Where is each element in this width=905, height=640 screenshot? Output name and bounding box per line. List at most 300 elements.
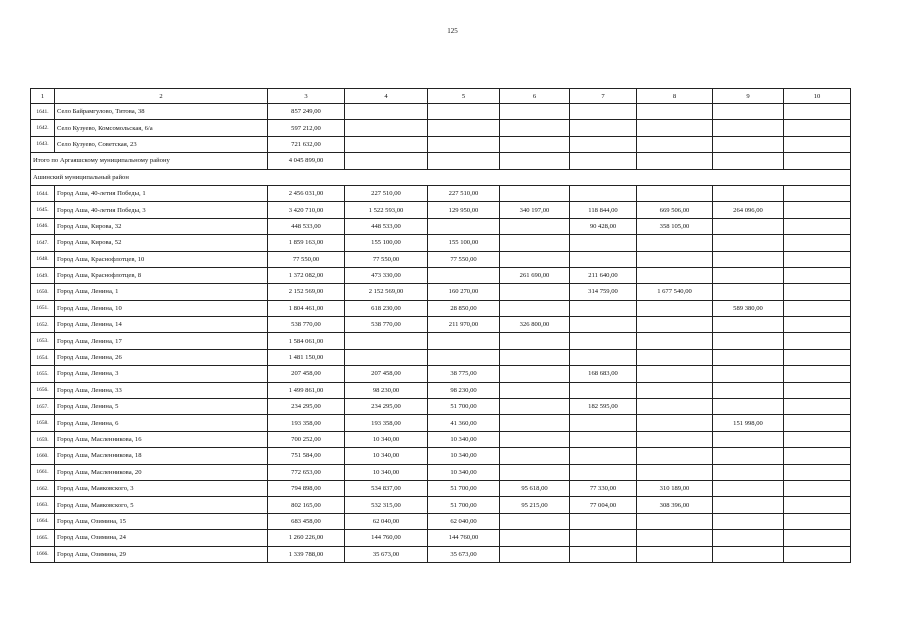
column-header: 1 <box>31 89 55 104</box>
amount-cell-c10 <box>784 333 851 349</box>
amount-cell-c8 <box>637 300 713 316</box>
row-number: 1643. <box>31 136 55 152</box>
amount-cell-c4 <box>345 333 428 349</box>
amount-cell-c4: 538 770,00 <box>345 317 428 333</box>
amount-cell-c9 <box>713 366 784 382</box>
amount-cell-c5: 10 340,00 <box>428 431 500 447</box>
table-row <box>31 415 851 431</box>
amount-cell-c3: 1 859 163,00 <box>268 235 345 251</box>
amount-cell-c4: 2 152 569,00 <box>345 284 428 300</box>
amount-cell-c8 <box>637 546 713 562</box>
amount-cell-c4: 448 533,00 <box>345 218 428 234</box>
empty-cell <box>345 153 428 169</box>
amount-cell-c6 <box>500 120 570 136</box>
amount-cell-c8 <box>637 464 713 480</box>
amount-cell-c7: 314 759,00 <box>570 284 637 300</box>
address-cell: Город Аша, Маяковского, 3 <box>55 480 268 496</box>
row-number: 1663. <box>31 497 55 513</box>
amount-cell-c5: 10 340,00 <box>428 464 500 480</box>
amount-cell-c5: 155 100,00 <box>428 235 500 251</box>
amount-cell-c8: 358 105,00 <box>637 218 713 234</box>
table-row <box>31 317 851 333</box>
amount-cell-c8 <box>637 530 713 546</box>
amount-cell-c6 <box>500 300 570 316</box>
amount-cell-c5 <box>428 136 500 152</box>
amount-cell-c7 <box>570 104 637 120</box>
amount-cell-c8 <box>637 431 713 447</box>
amount-cell-c4: 10 340,00 <box>345 448 428 464</box>
amount-cell-c10 <box>784 218 851 234</box>
amount-cell-c3: 1 804 461,00 <box>268 300 345 316</box>
amount-cell-c4: 234 295,00 <box>345 399 428 415</box>
row-number: 1645. <box>31 202 55 218</box>
amount-cell-c8 <box>637 251 713 267</box>
amount-cell-c5 <box>428 104 500 120</box>
amount-cell-c9 <box>713 136 784 152</box>
table-row <box>31 448 851 464</box>
amount-cell-c10 <box>784 382 851 398</box>
amount-cell-c6: 261 690,00 <box>500 267 570 283</box>
amount-cell-c4: 62 040,00 <box>345 513 428 529</box>
address-cell: Город Аша, Ленина, 14 <box>55 317 268 333</box>
row-number: 1653. <box>31 333 55 349</box>
amount-cell-c3: 234 295,00 <box>268 399 345 415</box>
address-cell: Город Аша, Масленникова, 20 <box>55 464 268 480</box>
amount-cell-c7 <box>570 185 637 201</box>
column-header: 5 <box>428 89 500 104</box>
table-row <box>31 120 851 136</box>
amount-cell-c4: 10 340,00 <box>345 464 428 480</box>
amount-cell-c6 <box>500 382 570 398</box>
amount-cell-c7 <box>570 546 637 562</box>
address-cell: Город Аша, Ленина, 33 <box>55 382 268 398</box>
amount-cell-c7 <box>570 349 637 365</box>
amount-cell-c7 <box>570 415 637 431</box>
amount-cell-c10 <box>784 267 851 283</box>
amount-cell-c3: 207 458,00 <box>268 366 345 382</box>
table-row <box>31 530 851 546</box>
amount-cell-c4: 77 550,00 <box>345 251 428 267</box>
address-cell: Город Аша, Озимина, 29 <box>55 546 268 562</box>
amount-cell-c9: 589 380,00 <box>713 300 784 316</box>
table-row <box>31 267 851 283</box>
amount-cell-c4: 227 510,00 <box>345 185 428 201</box>
amount-cell-c9 <box>713 513 784 529</box>
table-row <box>31 399 851 415</box>
amount-cell-c7: 77 330,00 <box>570 480 637 496</box>
table-row <box>31 513 851 529</box>
amount-cell-c3: 448 533,00 <box>268 218 345 234</box>
amount-cell-c5: 28 850,00 <box>428 300 500 316</box>
row-number: 1664. <box>31 513 55 529</box>
row-number: 1665. <box>31 530 55 546</box>
amount-cell-c5 <box>428 120 500 136</box>
amount-cell-c6 <box>500 415 570 431</box>
amount-cell-c7 <box>570 333 637 349</box>
address-cell: Город Аша, Ленина, 10 <box>55 300 268 316</box>
amount-cell-c7 <box>570 235 637 251</box>
amount-cell-c7: 182 595,00 <box>570 399 637 415</box>
amount-cell-c8 <box>637 349 713 365</box>
amount-cell-c4: 473 330,00 <box>345 267 428 283</box>
address-cell: Город Аша, 40-летия Победы, 1 <box>55 185 268 201</box>
table-row <box>31 284 851 300</box>
amount-cell-c3: 721 632,00 <box>268 136 345 152</box>
amount-cell-c8: 1 677 540,00 <box>637 284 713 300</box>
amount-cell-c6 <box>500 284 570 300</box>
empty-cell <box>784 153 851 169</box>
amount-cell-c6 <box>500 513 570 529</box>
address-cell: Город Аша, Ленина, 1 <box>55 284 268 300</box>
amount-cell-c10 <box>784 497 851 513</box>
amount-cell-c10 <box>784 349 851 365</box>
amount-cell-c6 <box>500 366 570 382</box>
amount-cell-c3: 1 372 082,00 <box>268 267 345 283</box>
amount-cell-c4: 207 458,00 <box>345 366 428 382</box>
amount-cell-c4: 618 230,00 <box>345 300 428 316</box>
amount-cell-c8 <box>637 104 713 120</box>
amount-cell-c3: 538 770,00 <box>268 317 345 333</box>
amount-cell-c6: 326 800,00 <box>500 317 570 333</box>
amount-cell-c10 <box>784 284 851 300</box>
amount-cell-c10 <box>784 480 851 496</box>
amount-cell-c9 <box>713 333 784 349</box>
amount-cell-c3: 2 152 569,00 <box>268 284 345 300</box>
amount-cell-c8 <box>637 382 713 398</box>
column-header: 9 <box>713 89 784 104</box>
amount-cell-c5: 98 230,00 <box>428 382 500 398</box>
amount-cell-c7: 168 683,00 <box>570 366 637 382</box>
amount-cell-c7 <box>570 448 637 464</box>
amount-cell-c8 <box>637 317 713 333</box>
table-row <box>31 349 851 365</box>
amount-cell-c9 <box>713 480 784 496</box>
amount-cell-c6 <box>500 431 570 447</box>
amount-cell-c10 <box>784 415 851 431</box>
amount-cell-c9 <box>713 431 784 447</box>
amount-cell-c6 <box>500 546 570 562</box>
row-number: 1651. <box>31 300 55 316</box>
amount-cell-c5: 129 950,00 <box>428 202 500 218</box>
amount-cell-c6 <box>500 235 570 251</box>
section-row <box>31 169 851 185</box>
amount-cell-c8 <box>637 513 713 529</box>
amount-cell-c4: 534 837,00 <box>345 480 428 496</box>
amount-cell-c5: 211 970,00 <box>428 317 500 333</box>
amount-cell-c8 <box>637 448 713 464</box>
table-row <box>31 218 851 234</box>
amount-cell-c5: 10 340,00 <box>428 448 500 464</box>
amount-cell-c9 <box>713 382 784 398</box>
amount-cell-c3: 597 212,00 <box>268 120 345 136</box>
row-number: 1650. <box>31 284 55 300</box>
amount-cell-c6 <box>500 185 570 201</box>
amount-cell-c9 <box>713 530 784 546</box>
amount-cell-c6 <box>500 251 570 267</box>
amount-cell-c3: 193 358,00 <box>268 415 345 431</box>
amount-cell-c4: 10 340,00 <box>345 431 428 447</box>
amount-cell-c5 <box>428 267 500 283</box>
amount-cell-c9 <box>713 120 784 136</box>
amount-cell-c7: 118 844,00 <box>570 202 637 218</box>
row-number: 1642. <box>31 120 55 136</box>
amount-cell-c4 <box>345 349 428 365</box>
table-row <box>31 497 851 513</box>
amount-cell-c3: 857 249,00 <box>268 104 345 120</box>
amount-cell-c9 <box>713 218 784 234</box>
row-number: 1657. <box>31 399 55 415</box>
table-row <box>31 464 851 480</box>
amount-cell-c3: 794 898,00 <box>268 480 345 496</box>
amount-cell-c10 <box>784 104 851 120</box>
row-number: 1646. <box>31 218 55 234</box>
row-number: 1654. <box>31 349 55 365</box>
amount-cell-c9: 151 998,00 <box>713 415 784 431</box>
amount-cell-c4: 193 358,00 <box>345 415 428 431</box>
column-header: 4 <box>345 89 428 104</box>
budget-table <box>30 88 851 563</box>
amount-cell-c10 <box>784 513 851 529</box>
total-amount: 4 045 899,00 <box>268 153 345 169</box>
amount-cell-c4 <box>345 120 428 136</box>
section-title: Ашинский муниципальный район <box>31 169 851 185</box>
amount-cell-c9 <box>713 349 784 365</box>
amount-cell-c9 <box>713 497 784 513</box>
empty-cell <box>428 153 500 169</box>
address-cell: Город Аша, Ленина, 17 <box>55 333 268 349</box>
column-header: 6 <box>500 89 570 104</box>
amount-cell-c4 <box>345 104 428 120</box>
address-cell: Город Аша, Кирова, 32 <box>55 218 268 234</box>
address-cell: Село Кузуево, Комсомольская, 6/а <box>55 120 268 136</box>
amount-cell-c8 <box>637 267 713 283</box>
amount-cell-c5: 51 700,00 <box>428 399 500 415</box>
amount-cell-c3: 1 339 788,00 <box>268 546 345 562</box>
amount-cell-c6: 95 215,00 <box>500 497 570 513</box>
amount-cell-c6 <box>500 399 570 415</box>
amount-cell-c10 <box>784 546 851 562</box>
address-cell: Город Аша, Озимина, 15 <box>55 513 268 529</box>
address-cell: Село Байрамгулово, Титова, 38 <box>55 104 268 120</box>
amount-cell-c3: 1 260 226,00 <box>268 530 345 546</box>
amount-cell-c5: 51 700,00 <box>428 497 500 513</box>
amount-cell-c8: 669 506,00 <box>637 202 713 218</box>
address-cell: Город Аша, Ленина, 26 <box>55 349 268 365</box>
amount-cell-c6 <box>500 136 570 152</box>
amount-cell-c4: 1 522 593,00 <box>345 202 428 218</box>
amount-cell-c5 <box>428 349 500 365</box>
amount-cell-c3: 683 458,00 <box>268 513 345 529</box>
address-cell: Город Аша, Ленина, 6 <box>55 415 268 431</box>
row-number: 1647. <box>31 235 55 251</box>
column-header: 3 <box>268 89 345 104</box>
amount-cell-c6 <box>500 333 570 349</box>
amount-cell-c8 <box>637 415 713 431</box>
table-row <box>31 546 851 562</box>
amount-cell-c6 <box>500 218 570 234</box>
amount-cell-c3: 77 550,00 <box>268 251 345 267</box>
amount-cell-c10 <box>784 120 851 136</box>
empty-cell <box>500 153 570 169</box>
amount-cell-c6: 340 197,00 <box>500 202 570 218</box>
amount-cell-c9 <box>713 464 784 480</box>
amount-cell-c3: 751 584,00 <box>268 448 345 464</box>
amount-cell-c9 <box>713 267 784 283</box>
address-cell: Город Аша, Краснофлотцев, 8 <box>55 267 268 283</box>
amount-cell-c10 <box>784 136 851 152</box>
address-cell: Город Аша, Кирова, 52 <box>55 235 268 251</box>
amount-cell-c7 <box>570 136 637 152</box>
amount-cell-c7: 77 004,00 <box>570 497 637 513</box>
amount-cell-c8 <box>637 333 713 349</box>
amount-cell-c7: 211 640,00 <box>570 267 637 283</box>
address-cell: Город Аша, Масленникова, 16 <box>55 431 268 447</box>
row-number: 1660. <box>31 448 55 464</box>
amount-cell-c3: 2 456 031,00 <box>268 185 345 201</box>
row-number: 1655. <box>31 366 55 382</box>
amount-cell-c5 <box>428 333 500 349</box>
row-number: 1658. <box>31 415 55 431</box>
amount-cell-c4: 532 315,00 <box>345 497 428 513</box>
amount-cell-c7 <box>570 120 637 136</box>
column-header: 8 <box>637 89 713 104</box>
amount-cell-c10 <box>784 431 851 447</box>
amount-cell-c9 <box>713 104 784 120</box>
amount-cell-c4: 155 100,00 <box>345 235 428 251</box>
amount-cell-c10 <box>784 202 851 218</box>
amount-cell-c3: 1 584 061,00 <box>268 333 345 349</box>
amount-cell-c5: 144 760,00 <box>428 530 500 546</box>
amount-cell-c7 <box>570 464 637 480</box>
amount-cell-c5: 35 673,00 <box>428 546 500 562</box>
amount-cell-c9 <box>713 235 784 251</box>
amount-cell-c5: 160 270,00 <box>428 284 500 300</box>
address-cell: Город Аша, Краснофлотцев, 10 <box>55 251 268 267</box>
address-cell: Город Аша, 40-летия Победы, 3 <box>55 202 268 218</box>
table-row <box>31 300 851 316</box>
amount-cell-c9 <box>713 251 784 267</box>
amount-cell-c7 <box>570 431 637 447</box>
address-cell: Село Кузуево, Советская, 23 <box>55 136 268 152</box>
row-number: 1652. <box>31 317 55 333</box>
row-number: 1661. <box>31 464 55 480</box>
row-number: 1649. <box>31 267 55 283</box>
address-cell: Город Аша, Озимина, 24 <box>55 530 268 546</box>
amount-cell-c3: 1 481 150,00 <box>268 349 345 365</box>
amount-cell-c10 <box>784 399 851 415</box>
row-number: 1656. <box>31 382 55 398</box>
amount-cell-c7 <box>570 513 637 529</box>
table-row <box>31 251 851 267</box>
table-header-row <box>31 89 851 104</box>
table-row <box>31 431 851 447</box>
column-header: 10 <box>784 89 851 104</box>
address-cell: Город Аша, Масленникова, 18 <box>55 448 268 464</box>
amount-cell-c10 <box>784 185 851 201</box>
table-row <box>31 185 851 201</box>
amount-cell-c7 <box>570 317 637 333</box>
amount-cell-c3: 1 499 861,00 <box>268 382 345 398</box>
amount-cell-c6 <box>500 349 570 365</box>
page-number: 125 <box>447 27 458 35</box>
empty-cell <box>570 153 637 169</box>
amount-cell-c4: 98 230,00 <box>345 382 428 398</box>
amount-cell-c8: 310 189,00 <box>637 480 713 496</box>
amount-cell-c7 <box>570 382 637 398</box>
amount-cell-c10 <box>784 300 851 316</box>
amount-cell-c6 <box>500 104 570 120</box>
table-row <box>31 333 851 349</box>
amount-cell-c10 <box>784 235 851 251</box>
amount-cell-c6 <box>500 464 570 480</box>
amount-cell-c4 <box>345 136 428 152</box>
amount-cell-c9 <box>713 448 784 464</box>
table-row <box>31 480 851 496</box>
amount-cell-c3: 772 653,00 <box>268 464 345 480</box>
amount-cell-c7: 90 428,00 <box>570 218 637 234</box>
row-number: 1666. <box>31 546 55 562</box>
amount-cell-c8 <box>637 366 713 382</box>
amount-cell-c10 <box>784 317 851 333</box>
row-number: 1644. <box>31 185 55 201</box>
address-cell: Город Аша, Ленина, 5 <box>55 399 268 415</box>
amount-cell-c9 <box>713 399 784 415</box>
table-row <box>31 382 851 398</box>
amount-cell-c8 <box>637 120 713 136</box>
amount-cell-c3: 802 165,00 <box>268 497 345 513</box>
amount-cell-c9 <box>713 284 784 300</box>
amount-cell-c9 <box>713 546 784 562</box>
amount-cell-c9 <box>713 185 784 201</box>
amount-cell-c8 <box>637 136 713 152</box>
amount-cell-c6 <box>500 530 570 546</box>
amount-cell-c3: 700 252,00 <box>268 431 345 447</box>
amount-cell-c3: 3 420 710,00 <box>268 202 345 218</box>
amount-cell-c5: 38 775,00 <box>428 366 500 382</box>
table-row <box>31 104 851 120</box>
amount-cell-c4: 144 760,00 <box>345 530 428 546</box>
table-row <box>31 235 851 251</box>
amount-cell-c6 <box>500 448 570 464</box>
column-header: 2 <box>55 89 268 104</box>
amount-cell-c5 <box>428 218 500 234</box>
amount-cell-c5: 227 510,00 <box>428 185 500 201</box>
amount-cell-c5: 62 040,00 <box>428 513 500 529</box>
amount-cell-c7 <box>570 300 637 316</box>
amount-cell-c10 <box>784 530 851 546</box>
amount-cell-c8 <box>637 235 713 251</box>
amount-cell-c10 <box>784 464 851 480</box>
amount-cell-c5: 41 360,00 <box>428 415 500 431</box>
address-cell: Город Аша, Маяковского, 5 <box>55 497 268 513</box>
table-row <box>31 136 851 152</box>
total-label: Итого по Аргаяшскому муниципальному району <box>31 153 268 169</box>
empty-cell <box>637 153 713 169</box>
row-number: 1659. <box>31 431 55 447</box>
amount-cell-c8: 308 396,00 <box>637 497 713 513</box>
column-header: 7 <box>570 89 637 104</box>
amount-cell-c7 <box>570 251 637 267</box>
table-row <box>31 202 851 218</box>
empty-cell <box>713 153 784 169</box>
row-number: 1648. <box>31 251 55 267</box>
amount-cell-c10 <box>784 251 851 267</box>
table-row <box>31 366 851 382</box>
amount-cell-c9: 264 096,00 <box>713 202 784 218</box>
address-cell: Город Аша, Ленина, 3 <box>55 366 268 382</box>
amount-cell-c8 <box>637 399 713 415</box>
total-row <box>31 153 851 169</box>
